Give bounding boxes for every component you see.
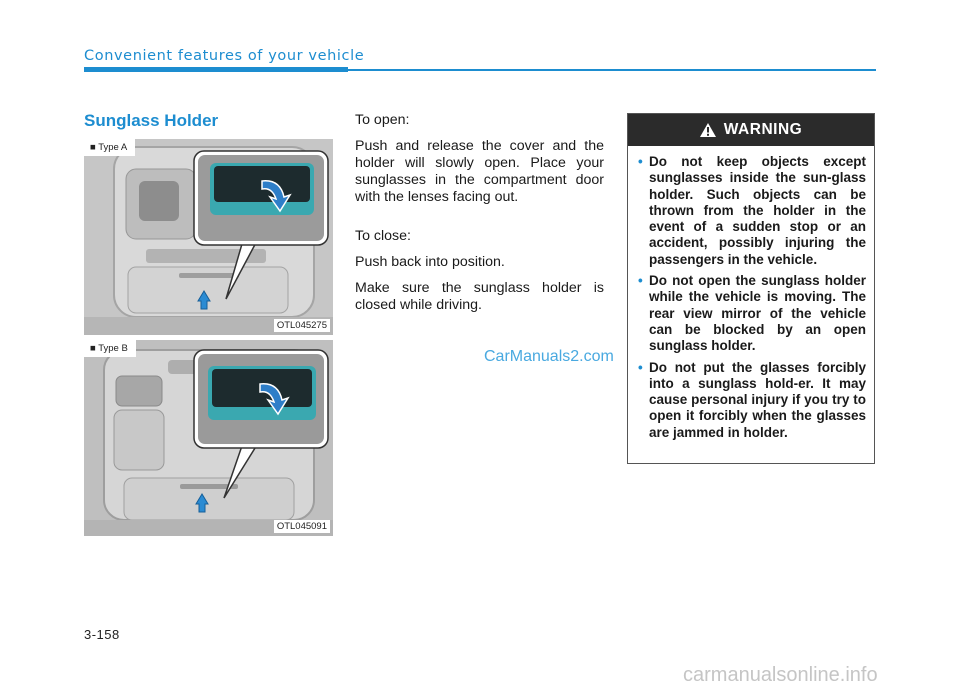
warning-triangle-icon — [700, 123, 716, 137]
warning-title: WARNING — [723, 121, 803, 138]
sunglass-holder-heading: Sunglass Holder — [84, 111, 219, 130]
bullet-icon: • — [638, 359, 643, 375]
figure-code: OTL045091 — [274, 520, 330, 533]
watermark: CarManuals2.com — [484, 348, 614, 365]
open-instruction: Push and release the cover and the holder will slowly open. Place your sunglasses in the compartment door with the lenses facing out. — [355, 138, 604, 205]
instructions — [355, 112, 604, 323]
warning-box — [627, 113, 875, 464]
figure-code: OTL045275 — [274, 319, 330, 332]
bullet-icon: • — [638, 273, 643, 289]
to-close-label: To close: — [355, 228, 411, 244]
header-rule-thin — [348, 69, 876, 71]
section-title: Convenient features of your vehicle — [84, 48, 365, 64]
closed-while-driving-note: Make sure the sunglass holder is closed while driving. — [355, 280, 604, 313]
figure-type-b — [84, 340, 333, 536]
page-number: 3-158 — [84, 627, 120, 642]
warning-item: • Do not put the glasses forcibly into a sunglass hold-er. It may cause personal injury if you try to open it forcibly when the glasses are jammed in holder. — [638, 359, 866, 440]
figure-type-a — [84, 139, 333, 335]
warning-list — [628, 146, 874, 441]
figure-type-label: ■ Type B — [84, 340, 136, 357]
warning-item: • Do not open the sunglass holder while the vehicle is moving. The rear view mirror of the vehicle can be blocked by an open sunglass holder. — [638, 273, 866, 354]
bullet-icon: • — [638, 154, 643, 169]
warning-header — [628, 114, 874, 146]
sunglass-holder-illustration — [84, 139, 333, 335]
close-instruction: Push back into position. — [355, 254, 505, 270]
header-rule-thick — [84, 67, 348, 72]
figure-type-label: ■ Type A — [84, 139, 135, 156]
sunglass-holder-illustration — [84, 340, 333, 536]
to-open-label: To open: — [355, 112, 410, 128]
warning-item: • Do not keep objects except sunglasses inside the sun-glass holder. Such objects can be thrown from the holder in the event of a sudden stop or an accident, possibly injuring the passengers in the vehicle. — [638, 154, 866, 267]
footer-watermark: carmanualsonline.info — [683, 664, 878, 686]
